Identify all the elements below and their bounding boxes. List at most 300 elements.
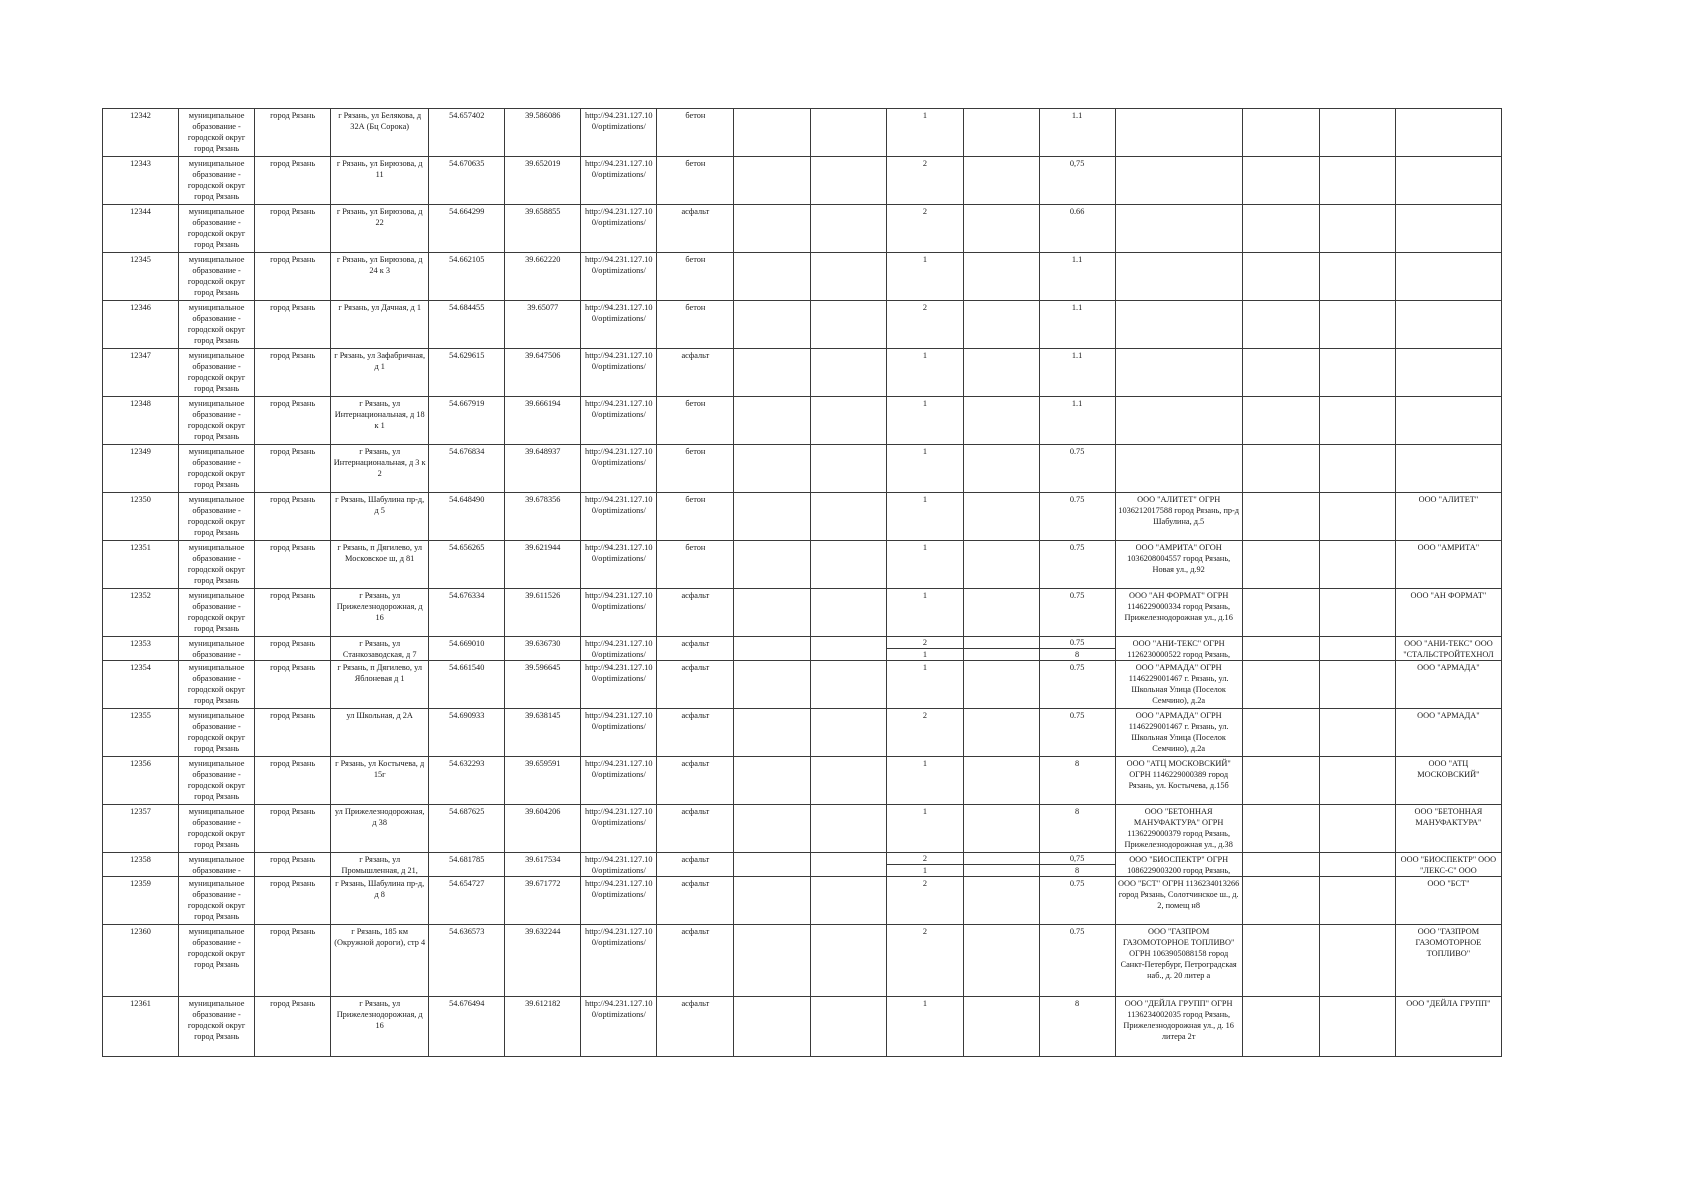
container-count: 1 [887, 349, 963, 397]
empty-cell [1242, 661, 1319, 709]
empty-cell [1319, 853, 1395, 877]
municipality: муниципальное образование - городской округ город Рязань [179, 877, 255, 925]
table-row [103, 253, 1502, 301]
record-id: 12348 [103, 397, 179, 445]
surface-material: бетон [657, 445, 734, 493]
latitude: 54.687625 [429, 805, 505, 853]
empty-cell [1242, 757, 1319, 805]
container-count: 2 [887, 637, 963, 649]
empty-cell [963, 649, 1039, 661]
owner-name: ООО "АНИ-ТЕКС" ООО "СТАЛЬСТРОЙТЕХНОЛ [1395, 637, 1501, 661]
empty-cell [963, 493, 1039, 541]
container-volume: 8 [1039, 649, 1115, 661]
organization: ООО "АРМАДА" ОГРН 1146229001467 г. Рязань, ул. Школьная Улица (Поселок Семчино), д.2а [1115, 661, 1242, 709]
empty-cell [811, 253, 887, 301]
container-count: 1 [887, 493, 963, 541]
source-link: http://94.231.127.100/optimizations/ [581, 589, 657, 637]
empty-cell [1319, 757, 1395, 805]
empty-cell [811, 805, 887, 853]
address: г Рязань, п Дягилево, ул Московское ш, д 81 [331, 541, 429, 589]
record-id: 12353 [103, 637, 179, 661]
source-link: http://94.231.127.100/optimizations/ [581, 925, 657, 997]
owner-name [1395, 253, 1501, 301]
source-link: http://94.231.127.100/optimizations/ [581, 109, 657, 157]
organization [1115, 397, 1242, 445]
empty-cell [811, 853, 887, 877]
empty-cell [963, 997, 1039, 1057]
surface-material: асфальт [657, 877, 734, 925]
latitude: 54.629615 [429, 349, 505, 397]
source-link: http://94.231.127.100/optimizations/ [581, 253, 657, 301]
record-id: 12342 [103, 109, 179, 157]
city: город Рязань [255, 157, 331, 205]
municipality: муниципальное образование - городской округ город Рязань [179, 301, 255, 349]
container-count: 2 [887, 157, 963, 205]
empty-cell [963, 805, 1039, 853]
container-count: 2 [887, 205, 963, 253]
address: г Рязань, ул Бирюзова, д 22 [331, 205, 429, 253]
empty-cell [734, 205, 811, 253]
address: г Рязань, ул Станкозаводская, д 7 [331, 637, 429, 661]
empty-cell [1242, 805, 1319, 853]
municipality: муниципальное образование - городской округ город Рязань [179, 589, 255, 637]
empty-cell [1242, 877, 1319, 925]
empty-cell [811, 709, 887, 757]
table-row [103, 709, 1502, 757]
empty-cell [1242, 637, 1319, 661]
empty-cell [1242, 853, 1319, 877]
source-link: http://94.231.127.100/optimizations/ [581, 877, 657, 925]
surface-material: асфальт [657, 349, 734, 397]
empty-cell [734, 637, 811, 661]
longitude: 39.648937 [505, 445, 581, 493]
address: ул Школьная, д 2А [331, 709, 429, 757]
empty-cell [1319, 253, 1395, 301]
owner-name: ООО "БИОСПЕКТР" ООО "ЛЕКС-С" ООО [1395, 853, 1501, 877]
empty-cell [1319, 877, 1395, 925]
organization [1115, 445, 1242, 493]
address: г Рязань, 185 км (Окружной дороги), стр 4 [331, 925, 429, 997]
organization: ООО "БЕТОННАЯ МАНУФАКТУРА" ОГРН 1136229000379 город Рязань, Прижелезнодорожная ул., д.38 [1115, 805, 1242, 853]
empty-cell [811, 349, 887, 397]
municipality: муниципальное образование - городской округ город Рязань [179, 109, 255, 157]
container-count: 1 [887, 109, 963, 157]
empty-cell [1319, 109, 1395, 157]
empty-cell [1319, 205, 1395, 253]
longitude: 39.671772 [505, 877, 581, 925]
container-volume: 0.66 [1039, 205, 1115, 253]
owner-name [1395, 109, 1501, 157]
empty-cell [1319, 589, 1395, 637]
address: г Рязань, ул Интернациональная, д 18 к 1 [331, 397, 429, 445]
surface-material: бетон [657, 157, 734, 205]
container-volume: 0.75 [1039, 541, 1115, 589]
address: г Рязань, Шабулина пр-д, д 8 [331, 877, 429, 925]
organization: ООО "АЛИТЕТ" ОГРН 1036212017588 город Рязань, пр-д Шабулина, д.5 [1115, 493, 1242, 541]
city: город Рязань [255, 589, 331, 637]
surface-material: бетон [657, 109, 734, 157]
container-volume: 1.1 [1039, 253, 1115, 301]
municipality: муниципальное образование - городской округ город Рязань [179, 709, 255, 757]
city: город Рязань [255, 925, 331, 997]
container-volume: 8 [1039, 997, 1115, 1057]
empty-cell [1319, 397, 1395, 445]
source-link: http://94.231.127.100/optimizations/ [581, 541, 657, 589]
empty-cell [963, 445, 1039, 493]
empty-cell [811, 589, 887, 637]
organization: ООО "ГАЗПРОМ ГАЗОМОТОРНОЕ ТОПЛИВО" ОГРН 1063905088158 город Санкт-Петербург, Петроградская наб., д. 20 литер а [1115, 925, 1242, 997]
table-row [103, 757, 1502, 805]
empty-cell [734, 253, 811, 301]
record-id: 12354 [103, 661, 179, 709]
latitude: 54.661540 [429, 661, 505, 709]
table-row [103, 493, 1502, 541]
container-count: 1 [887, 253, 963, 301]
municipality: муниципальное образование - [179, 637, 255, 661]
municipality: муниципальное образование - городской округ город Рязань [179, 157, 255, 205]
record-id: 12351 [103, 541, 179, 589]
city: город Рязань [255, 109, 331, 157]
latitude: 54.657402 [429, 109, 505, 157]
address: г Рязань, ул Промышленная, д 21, [331, 853, 429, 877]
empty-cell [963, 877, 1039, 925]
address: г Рязань, ул Прижелезнодорожная, д 16 [331, 589, 429, 637]
address: г Рязань, ул Белякова, д 32А (Бц Сорока) [331, 109, 429, 157]
latitude: 54.664299 [429, 205, 505, 253]
record-id: 12347 [103, 349, 179, 397]
address: г Рязань, ул Прижелезнодорожная, д 16 [331, 997, 429, 1057]
container-volume: 0.75 [1039, 661, 1115, 709]
surface-material: бетон [657, 541, 734, 589]
municipality: муниципальное образование - городской округ город Рязань [179, 349, 255, 397]
container-volume: 0,75 [1039, 853, 1115, 865]
surface-material: асфальт [657, 853, 734, 877]
empty-cell [1319, 805, 1395, 853]
longitude: 39.604206 [505, 805, 581, 853]
surface-material: асфальт [657, 589, 734, 637]
longitude: 39.596645 [505, 661, 581, 709]
organization: ООО "АН ФОРМАТ" ОГРН 1146229000334 город Рязань, Прижелезнодорожная ул., д.16 [1115, 589, 1242, 637]
municipality: муниципальное образование - городской округ город Рязань [179, 805, 255, 853]
municipality: муниципальное образование - городской округ город Рязань [179, 445, 255, 493]
table-row [103, 445, 1502, 493]
empty-cell [963, 157, 1039, 205]
record-id: 12358 [103, 853, 179, 877]
empty-cell [1242, 109, 1319, 157]
empty-cell [734, 589, 811, 637]
city: город Рязань [255, 757, 331, 805]
empty-cell [1242, 709, 1319, 757]
owner-name: ООО "БЕТОННАЯ МАНУФАКТУРА" [1395, 805, 1501, 853]
record-id: 12352 [103, 589, 179, 637]
city: город Рязань [255, 301, 331, 349]
source-link: http://94.231.127.100/optimizations/ [581, 805, 657, 853]
source-link: http://94.231.127.100/optimizations/ [581, 301, 657, 349]
container-volume: 0.75 [1039, 589, 1115, 637]
organization [1115, 253, 1242, 301]
owner-name: ООО "АМРИТА" [1395, 541, 1501, 589]
empty-cell [963, 865, 1039, 877]
owner-name: ООО "ГАЗПРОМ ГАЗОМОТОРНОЕ ТОПЛИВО" [1395, 925, 1501, 997]
source-link: http://94.231.127.100/optimizations/ [581, 853, 657, 877]
longitude: 39.666194 [505, 397, 581, 445]
surface-material: бетон [657, 397, 734, 445]
municipality: муниципальное образование - городской округ город Рязань [179, 541, 255, 589]
address: г Рязань, ул Бирюзова, д 24 к 3 [331, 253, 429, 301]
longitude: 39.658855 [505, 205, 581, 253]
organization: ООО "ДЕЙЛА ГРУПП" ОГРН 1136234002035 город Рязань, Прижелезнодорожная ул., д. 16 литера 2т [1115, 997, 1242, 1057]
empty-cell [1242, 205, 1319, 253]
source-link: http://94.231.127.100/optimizations/ [581, 349, 657, 397]
empty-cell [734, 157, 811, 205]
empty-cell [1319, 541, 1395, 589]
municipality: муниципальное образование - городской округ город Рязань [179, 253, 255, 301]
surface-material: асфальт [657, 709, 734, 757]
empty-cell [811, 157, 887, 205]
longitude: 39.647506 [505, 349, 581, 397]
address: г Рязань, ул Костычева, д 15г [331, 757, 429, 805]
surface-material: асфальт [657, 205, 734, 253]
empty-cell [811, 757, 887, 805]
record-id: 12360 [103, 925, 179, 997]
record-id: 12355 [103, 709, 179, 757]
empty-cell [1242, 301, 1319, 349]
empty-cell [734, 445, 811, 493]
container-volume: 0.75 [1039, 493, 1115, 541]
surface-material: асфальт [657, 637, 734, 661]
municipality: муниципальное образование - городской округ город Рязань [179, 493, 255, 541]
municipality: муниципальное образование - [179, 853, 255, 877]
city: город Рязань [255, 541, 331, 589]
empty-cell [734, 661, 811, 709]
record-id: 12349 [103, 445, 179, 493]
registry-table [102, 108, 1502, 1057]
city: город Рязань [255, 445, 331, 493]
container-count: 1 [887, 805, 963, 853]
organization [1115, 157, 1242, 205]
container-count: 2 [887, 877, 963, 925]
empty-cell [1319, 637, 1395, 661]
surface-material: асфальт [657, 805, 734, 853]
container-count: 2 [887, 301, 963, 349]
latitude: 54.681785 [429, 853, 505, 877]
record-id: 12361 [103, 997, 179, 1057]
container-volume: 8 [1039, 757, 1115, 805]
container-count: 2 [887, 925, 963, 997]
owner-name: ООО "АРМАДА" [1395, 661, 1501, 709]
empty-cell [811, 109, 887, 157]
empty-cell [1319, 493, 1395, 541]
surface-material: асфальт [657, 925, 734, 997]
municipality: муниципальное образование - городской округ город Рязань [179, 397, 255, 445]
container-count: 1 [887, 865, 963, 877]
empty-cell [811, 205, 887, 253]
source-link: http://94.231.127.100/optimizations/ [581, 205, 657, 253]
container-volume: 1.1 [1039, 397, 1115, 445]
empty-cell [811, 397, 887, 445]
table-row [103, 661, 1502, 709]
source-link: http://94.231.127.100/optimizations/ [581, 661, 657, 709]
empty-cell [811, 877, 887, 925]
container-count: 2 [887, 709, 963, 757]
longitude: 39.652019 [505, 157, 581, 205]
owner-name: ООО "АЛИТЕТ" [1395, 493, 1501, 541]
surface-material: бетон [657, 301, 734, 349]
longitude: 39.621944 [505, 541, 581, 589]
empty-cell [963, 253, 1039, 301]
latitude: 54.662105 [429, 253, 505, 301]
container-volume: 0.75 [1039, 925, 1115, 997]
table-row [103, 301, 1502, 349]
empty-cell [963, 349, 1039, 397]
latitude: 54.667919 [429, 397, 505, 445]
empty-cell [734, 397, 811, 445]
container-count: 1 [887, 397, 963, 445]
empty-cell [734, 349, 811, 397]
container-volume: 8 [1039, 865, 1115, 877]
address: г Рязань, Шабулина пр-д, д 5 [331, 493, 429, 541]
latitude: 54.669010 [429, 637, 505, 661]
container-volume: 1.1 [1039, 349, 1115, 397]
container-count: 1 [887, 445, 963, 493]
latitude: 54.676334 [429, 589, 505, 637]
empty-cell [963, 757, 1039, 805]
latitude: 54.636573 [429, 925, 505, 997]
organization: ООО "АТЦ МОСКОВСКИЙ" ОГРН 1146229000389 город Рязань, ул. Костычева, д.15б [1115, 757, 1242, 805]
empty-cell [1242, 493, 1319, 541]
container-count: 1 [887, 997, 963, 1057]
city: город Рязань [255, 205, 331, 253]
empty-cell [963, 709, 1039, 757]
empty-cell [1242, 589, 1319, 637]
owner-name: ООО "АРМАДА" [1395, 709, 1501, 757]
table-row [103, 877, 1502, 925]
longitude: 39.659591 [505, 757, 581, 805]
table-row [103, 205, 1502, 253]
surface-material: асфальт [657, 757, 734, 805]
empty-cell [1242, 445, 1319, 493]
table-row [103, 541, 1502, 589]
empty-cell [963, 853, 1039, 865]
empty-cell [1242, 541, 1319, 589]
longitude: 39.65077 [505, 301, 581, 349]
container-count: 1 [887, 661, 963, 709]
empty-cell [811, 541, 887, 589]
record-id: 12350 [103, 493, 179, 541]
empty-cell [1319, 301, 1395, 349]
organization [1115, 349, 1242, 397]
latitude: 54.684455 [429, 301, 505, 349]
owner-name [1395, 349, 1501, 397]
table-row [103, 397, 1502, 445]
empty-cell [1242, 253, 1319, 301]
empty-cell [963, 205, 1039, 253]
container-volume: 1.1 [1039, 109, 1115, 157]
empty-cell [811, 997, 887, 1057]
record-id: 12357 [103, 805, 179, 853]
latitude: 54.676494 [429, 997, 505, 1057]
owner-name [1395, 397, 1501, 445]
empty-cell [811, 637, 887, 661]
record-id: 12356 [103, 757, 179, 805]
empty-cell [1319, 925, 1395, 997]
container-volume: 8 [1039, 805, 1115, 853]
owner-name: ООО "АН ФОРМАТ" [1395, 589, 1501, 637]
container-volume: 0.75 [1039, 709, 1115, 757]
container-count: 1 [887, 649, 963, 661]
table-row [103, 109, 1502, 157]
organization [1115, 109, 1242, 157]
container-count: 1 [887, 541, 963, 589]
latitude: 54.690933 [429, 709, 505, 757]
longitude: 39.632244 [505, 925, 581, 997]
municipality: муниципальное образование - городской округ город Рязань [179, 997, 255, 1057]
source-link: http://94.231.127.100/optimizations/ [581, 637, 657, 661]
surface-material: бетон [657, 493, 734, 541]
empty-cell [734, 757, 811, 805]
empty-cell [1319, 349, 1395, 397]
empty-cell [734, 925, 811, 997]
surface-material: бетон [657, 253, 734, 301]
empty-cell [1319, 661, 1395, 709]
city: город Рязань [255, 349, 331, 397]
empty-cell [1319, 997, 1395, 1057]
record-id: 12359 [103, 877, 179, 925]
owner-name [1395, 157, 1501, 205]
address: г Рязань, п Дягилево, ул Яблоневая д 1 [331, 661, 429, 709]
container-volume: 0.75 [1039, 637, 1115, 649]
municipality: муниципальное образование - городской округ город Рязань [179, 925, 255, 997]
organization [1115, 301, 1242, 349]
table-row [103, 805, 1502, 853]
empty-cell [811, 301, 887, 349]
empty-cell [1242, 997, 1319, 1057]
source-link: http://94.231.127.100/optimizations/ [581, 757, 657, 805]
municipality: муниципальное образование - городской округ город Рязань [179, 661, 255, 709]
latitude: 54.656265 [429, 541, 505, 589]
latitude: 54.648490 [429, 493, 505, 541]
longitude: 39.617534 [505, 853, 581, 877]
empty-cell [811, 925, 887, 997]
municipality: муниципальное образование - городской округ город Рязань [179, 757, 255, 805]
city: город Рязань [255, 805, 331, 853]
longitude: 39.612182 [505, 997, 581, 1057]
empty-cell [734, 493, 811, 541]
container-volume: 0.75 [1039, 445, 1115, 493]
address: г Рязань, ул Бирюзова, д 11 [331, 157, 429, 205]
latitude: 54.670635 [429, 157, 505, 205]
source-link: http://94.231.127.100/optimizations/ [581, 445, 657, 493]
city: город Рязань [255, 661, 331, 709]
empty-cell [734, 853, 811, 877]
source-link: http://94.231.127.100/optimizations/ [581, 493, 657, 541]
latitude: 54.654727 [429, 877, 505, 925]
empty-cell [963, 589, 1039, 637]
surface-material: асфальт [657, 997, 734, 1057]
container-volume: 0,75 [1039, 157, 1115, 205]
table-row [103, 637, 1502, 649]
longitude: 39.662220 [505, 253, 581, 301]
city: город Рязань [255, 853, 331, 877]
owner-name [1395, 301, 1501, 349]
table-row [103, 589, 1502, 637]
city: город Рязань [255, 493, 331, 541]
city: город Рязань [255, 637, 331, 661]
owner-name: ООО "АТЦ МОСКОВСКИЙ" [1395, 757, 1501, 805]
address: г Рязань, ул Дачная, д 1 [331, 301, 429, 349]
city: город Рязань [255, 709, 331, 757]
container-volume: 0.75 [1039, 877, 1115, 925]
